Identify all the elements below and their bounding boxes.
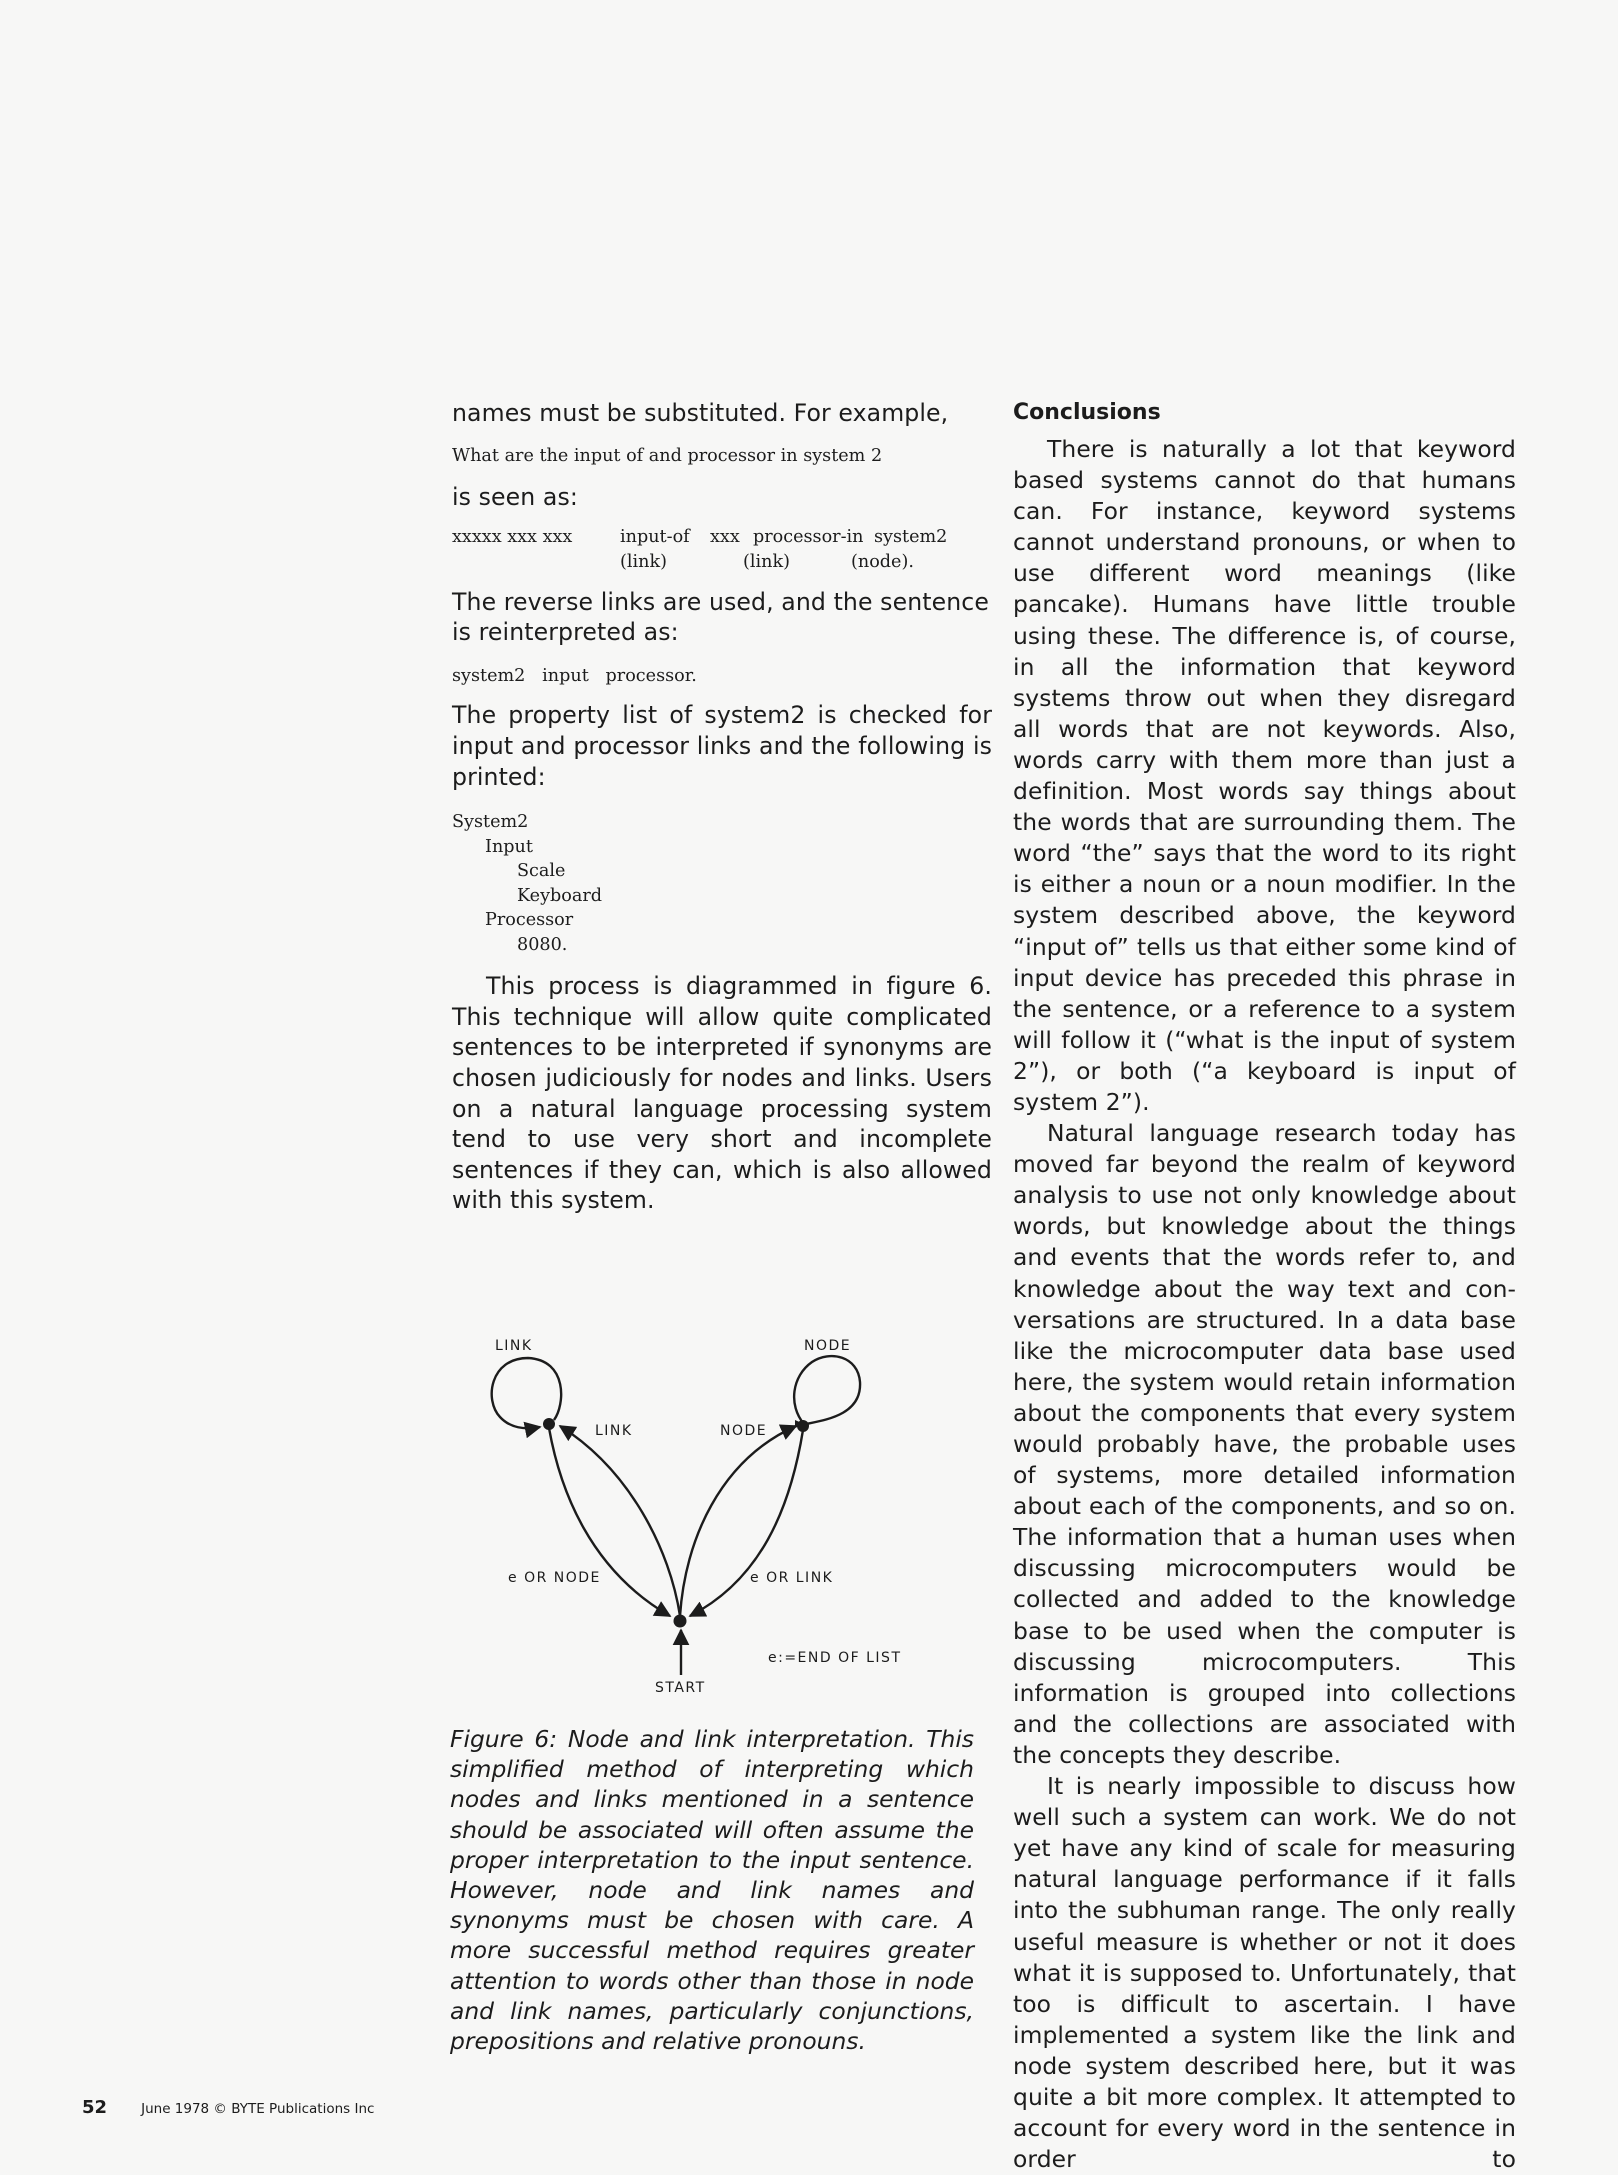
paragraph: It is nearly impossible to discuss how well such a system can work. We do not yet have any kind of scale for measuring natural language performance if it falls into the subhuman range. The only really useful measure is whether or not it does what it is supposed to. Unfortunately, that too is difficult to ascertain. I have implemented a system like the link and node system described here, but it was quite a bit more complex. It attempted to account for every word in the sentence in order to: [1013, 1772, 1516, 2174]
label-link-edge: LINK: [595, 1423, 633, 1439]
printout-root: System2: [452, 812, 529, 833]
example-query: What are the input of and processor in system 2: [452, 445, 883, 466]
parsed-word: processor-in: [753, 526, 864, 547]
parsed-tag: (link): [743, 551, 790, 572]
parsed-word: input-of: [620, 526, 690, 547]
parsed-word: xxx: [710, 526, 740, 547]
label-e-or-link: e OR LINK: [750, 1570, 834, 1586]
printout-tree: [452, 810, 992, 957]
reinterpreted-word: input: [542, 665, 589, 686]
right-column: [1013, 398, 1516, 2175]
printout-item: 8080.: [517, 934, 568, 955]
reverse-links-text: The reverse links are used, and the sentence is reinterpreted as:: [452, 587, 989, 647]
printout-group-label: Processor: [485, 910, 574, 931]
label-legend: e:=END OF LIST: [768, 1650, 902, 1666]
parsed-sentence: [452, 525, 992, 577]
printout-group-label: Input: [485, 836, 533, 857]
left-column: [452, 398, 992, 1216]
page-number: 52: [82, 2097, 108, 2118]
publication-credit: June 1978 © BYTE Publications Inc: [141, 2101, 375, 2117]
intro-line: names must be substituted. For example,: [452, 399, 949, 427]
label-e-or-node: e OR NODE: [508, 1570, 601, 1586]
paragraph: Natural language research today has moved far beyond the realm of keyword analysis to use not only knowledge about words, but knowledge about the things and events that the words refer to, and knowledge about the way text and conversations are structured. In a data base like the microcomputer data base used here, the system would retain information about the components that every system would probably have, the probable uses of systems, more detailed information about each of the components, and so on. The information that a human uses when discussing microcomputers would be collected and added to the knowledge base to be used when the computer is discussing microcomputers. This information is grouped into collections and the collections are associated with the concepts they describe.: [1013, 1119, 1516, 1769]
link-self-loop: [492, 1358, 561, 1428]
page-footer: [82, 2097, 374, 2118]
label-link-loop: LINK: [495, 1338, 533, 1354]
node-state-node: [797, 1420, 809, 1432]
parsed-word: xxxxx xxx xxx: [452, 526, 573, 547]
parsed-tag: (link): [620, 551, 667, 572]
reinterpreted-word: system2: [452, 665, 526, 686]
reinterpreted-sentence: [452, 664, 992, 689]
seen-as-label: is seen as:: [452, 483, 578, 512]
paragraph: There is naturally a lot that keyword based systems cannot do that humans can. For instance, keyword systems cannot understand pronouns, or when to use different word meanings (like pancake). Humans have little trouble using these. The difference is, of course, in all the information that keyword systems throw out when they disregard all words that are not keywords. Also, words carry with them more than just a definition. Most words say things about the words that are surrounding them. The word “the” says that the word to its right is either a noun or a noun modifier. In the system described above, the keyword “input of” tells us that either some kind of input device has preceded this phrase in the sentence, or a reference to a system will follow it (“what is the input of system 2”), or both (“a keyboard is input of system 2”).: [1013, 435, 1516, 1116]
figure-6-diagram: [470, 1320, 970, 1700]
parsed-word: system2: [874, 526, 948, 547]
label-node-loop: NODE: [804, 1338, 852, 1354]
edge-e-or-node: [549, 1428, 670, 1616]
reinterpreted-word: processor.: [605, 665, 697, 686]
label-node-edge: NODE: [720, 1423, 768, 1439]
link-state-node: [543, 1418, 555, 1430]
figure-caption: Figure 6: Node and link interpretation. This simplified method of interpreting which nodes and links mentioned in a sentence should be associated will often assume the proper interpretation to the input sentence. However, node and link names and synonyms must be chosen with care. A more successful method requires greater attention to words other than those in node and link names, particularly conjunctions, prepositions and relative pronouns.: [450, 1725, 974, 2056]
property-list-text: The property list of system2 is checked for input and processor links and the following is printed:: [452, 701, 992, 791]
edge-link: [560, 1426, 680, 1616]
edge-node: [680, 1426, 796, 1616]
process-paragraph: This process is diagrammed in figure 6. This technique will allow quite complicated sentences to be interpreted if synonyms are chosen judiciously for nodes and links. Users on a natural language processing system tend to use very short and incomplete sentences if they can, which is also allowed with this system.: [452, 972, 992, 1215]
printout-item: Scale: [517, 861, 566, 882]
start-state-node: [674, 1615, 687, 1628]
parsed-tag: (node).: [851, 551, 914, 572]
label-start: START: [655, 1680, 706, 1696]
printout-item: Keyboard: [517, 885, 603, 906]
section-heading: Conclusions: [1013, 400, 1161, 425]
node-self-loop: [794, 1356, 860, 1424]
